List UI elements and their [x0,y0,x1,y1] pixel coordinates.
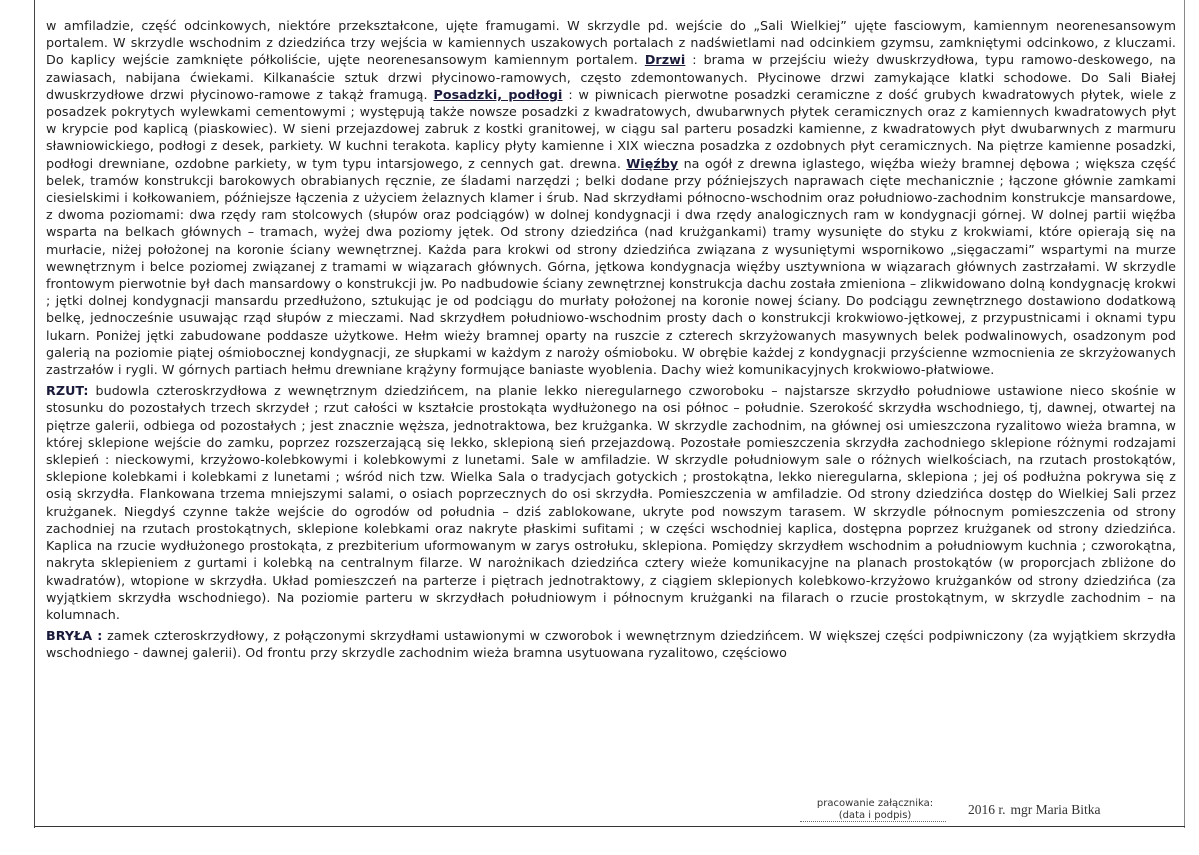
caption-line-2: (data i podpis) [838,810,912,821]
paragraph-rzut [46,382,1176,623]
heading-drzwi: Drzwi [644,52,686,68]
bottom-rule [34,826,1185,827]
heading-wiezby: Więźby [626,155,679,171]
signature-block [968,802,1101,818]
heading-rzut: RZUT: [46,383,89,399]
signature-author: mgr Maria Bitka [1010,802,1101,817]
right-margin-rule [1184,0,1185,828]
left-margin-rule [34,0,35,828]
signature-year: 2016 r. [968,802,1006,817]
text-bryla: zamek czteroskrzydłowy, z połączonymi skrzydłami ustawionymi w czworobok i wewnętrznym dziedzińcem. W większej części podpiwniczony (za wyjątkiem skrzydła wschodniego - dawnej galerii). Od frontu przy skrzydle zachodnim wieża bramna usytuowana ryzalitowo, częściowo [46,628,1176,661]
paragraph-portals-doors-floors-trusses [46,17,1176,378]
heading-posadzki: Posadzki, podłogi [433,86,563,102]
signature-caption [812,798,938,822]
text-portals: w amfiladzie, część odcinkowych, niektóre przekształcone, ujęte framugami. W skrzydle pd. wejście do „Sali Wielkiej” ujęte fasciowym, kamiennym neorenesansowym portalem. W skrzydle wschodnim z dziedzińca trzy wejścia w kamiennych uszakowych portalach z nadświetlami nad odcinkiem gzymsu, zamkniętymi odcinkowo, z kluczami. Do kaplicy wejście zamknięte półkoliście, ujęte neorenesansowym kamiennym portalem. [46,18,1176,68]
text-posadzki: : w piwnicach pierwotne posadzki ceramiczne z dość grubych kwadratowych płytek, wiele z posadzek pokrytych wylewkami cementowymi ; występują także nowsze posadzki z kwadratowych, dwubarwnych płytek ceramicznych oraz z kamiennych kwadratowych płyt w krypcie pod kaplicą (piaskowiec). W sieni przejazdowej zabruk z kostki granitowej, w ciągu sal parteru posadzki kamienne, z kwadratowych płyt dwubarwnych z marmuru sławniowickiego, podłogi z desek, parkiety. W kuchni terakota. kaplicy płyty kamienne i XIX wieczna posadzka z ozdobnych płyt ceramicznych. Na piętrze kamienne posadzki, podłogi drewniane, ozdobne parkiety, w tym typu intarsjowego, z cennych gat. drewna. [46,86,1176,171]
signature-line [800,821,946,822]
paragraph-bryla [46,627,1176,661]
text-wiezby: na ogół z drewna iglastego, więźba wieży bramnej dębowa ; większa część belek, tramów konstrukcji barokowych obrabianych ręcznie, ze śladami narzędzi ; belki dodane przy późniejszych naprawach cięte mechanicznie ; łączone głównie zamkami ciesielskimi i kołkowaniem, późniejsze łączenia z użyciem żelaznych klamer i śrub. Nad skrzydłami północno-wschodnim oraz południowo-zachodnim konstrukcje mansardowe, z dwoma poziomami: dwa rzędy ram stolcowych (słupów oraz podciągów) w dolnej kondygnacji i dwa rzędy analogicznych ram w kondygnacji górnej. W dolnej partii więźba wsparta na belkach głównych – tramach, wyżej dwa poziomy jętek. Od strony dziedzińca (nad krużgankami) tramy wysunięte do styku z krokwiami, które opierają się na murłacie, niżej położonej na koronie ściany wewnętrznej. Każda para krokwi od strony dziedzińca związana z wysuniętymi wspornikowo „sięgaczami” wspartymi na murze wewnętrznym i belce poziomej związanej z tramami w wiązarach głównych. Górna, jętkowa kondygnacja więźby usztywniona w wiązarach głównych zastrzałami. W skrzydle frontowym pierwotnie był dach mansardowy o konstrukcji jw. Po nadbudowie ściany zewnętrznej konstrukcja dachu została zmieniona – zlikwidowano dolną kondygnację krokwi ; jętki dolnej kondygnacji mansardu przedłużono, sztukując je od podciągu do murłaty położonej na koronie nowej ściany. Do podciągu zewnętrznego dostawiono dodatkową belkę, jednocześnie usuwając rząd słupów z mieczami. Nad skrzydłem południowo-wschodnim prosty dach o konstrukcji krokwiowo-jętkowej, z przypustnicami i oknami typu lukarn. Poniżej jętki zabudowane poddasze użytkowe. Hełm wieży bramnej oparty na ruszcie z czterech skrzyżowanych masywnych belek podwalinowych, osadzonym pod galerią na poziomie piątej ośmiobocznej kondygnacji, ze słupkami w każdym z naroży ośmioboku. W obrębie każdej z kondygnacji przyścienne wzmocnienia ze skrzyżowanych zastrzałów i rygli. W górnych partiach hełmu drewniane krążyny formujące baniaste wyoblenia. Dachy wież komunikacyjnych krokwiowo-płatwiowe. [46,155,1176,378]
text-rzut: budowla czteroskrzydłowa z wewnętrznym dziedzińcem, na planie lekko nieregularnego czworoboku – najstarsze skrzydło południowe ustawione nieco skośnie w stosunku do pozostałych trzech skrzydeł ; rzut całości w kształcie prostokąta wydłużonego na osi północ – południe. Szerokość skrzydła wschodniego, tj, dawnej, otwartej na piętrze galerii, odbiega od pozostałych ; jest znacznie węższa, jednotraktowa, bez krużganka. W skrzydle zachodnim, na głównej osi umieszczona ryzalitowo wieża bramna, w której sklepione wejście do zamku, poprzez rozszerzającą się lekko, sklepioną sień przejazdową. Pozostałe pomieszczenia skrzydła zachodniego sklepione różnymi rodzajami sklepień : nieckowymi, krzyżowo-kolebkowymi i kolebkowymi z lunetami. Sale w amfiladzie. W skrzydle południowym sale o różnych wielkościach, na rzutach prostokątów, sklepione kolebkami i kolebkami z lunetami ; wśród nich tzw. Wielka Sala o tradycjach gotyckich ; prostokątna, lekko nieregularna, sklepiona ; jej oś podłużna pokrywa się z osią skrzydła. Flankowana trzema mniejszymi salami, o osiach poprzecznych do osi skrzydła. Pomieszczenia w amfiladzie. Od strony dziedzińca dostęp do Wielkiej Sali przez krużganek. Niegdyś czynne także wejście do ogrodów od południa – dziś zablokowane, ukryte pod nowszym tarasem. W skrzydle północnym pomieszczenia od strony zachodniej na rzutach prostokątnych, sklepione kolebkami oraz nakryte płaskimi sufitami ; w części wschodniej kaplica, dostępna poprzez krużganek od strony dziedzińca. Kaplica na rzucie wydłużonego prostokąta, z prezbiterium uformowanym w zarys ostrołuku, sklepiona. Pomiędzy skrzydłem wschodnim a południowym kuchnia ; czworokątna, nakryta sklepieniem z gurtami i kolebką na centralnym filarze. W narożnikach dziedzińca cztery wieże komunikacyjne na planach prostokątów (w proporcjach zbliżone do kwadratów), wtopione w skrzydła. Układ pomieszczeń na parterze i piętrach jednotraktowy, z ciągiem sklepionych kolebkowo-krzyżowo krużganków od strony dziedzińca (za wyjątkiem skrzydła wschodniego). Na poziomie parteru w skrzydłach południowym i północnym krużganki na filarach o rzucie prostokątnym, w skrzydle zachodnim – na kolumnach. [46,383,1176,622]
caption-line-1: pracowanie załącznika: [816,798,934,809]
body-text [46,17,1176,662]
text-drzwi: : brama w przejściu wieży dwuskrzydłowa, typu ramowo-deskowego, na zawiasach, nabijana ćwiekami. Kilkanaście sztuk drzwi płycinowo-ramowych, często zdemontowanych. Płycinowe drzwi zamykające klatki schodowe. Do Sali Białej dwuskrzydłowe drzwi płycinowo-ramowe z takąż framugą. [46,52,1177,102]
heading-bryla: BRYŁA : [46,628,103,644]
